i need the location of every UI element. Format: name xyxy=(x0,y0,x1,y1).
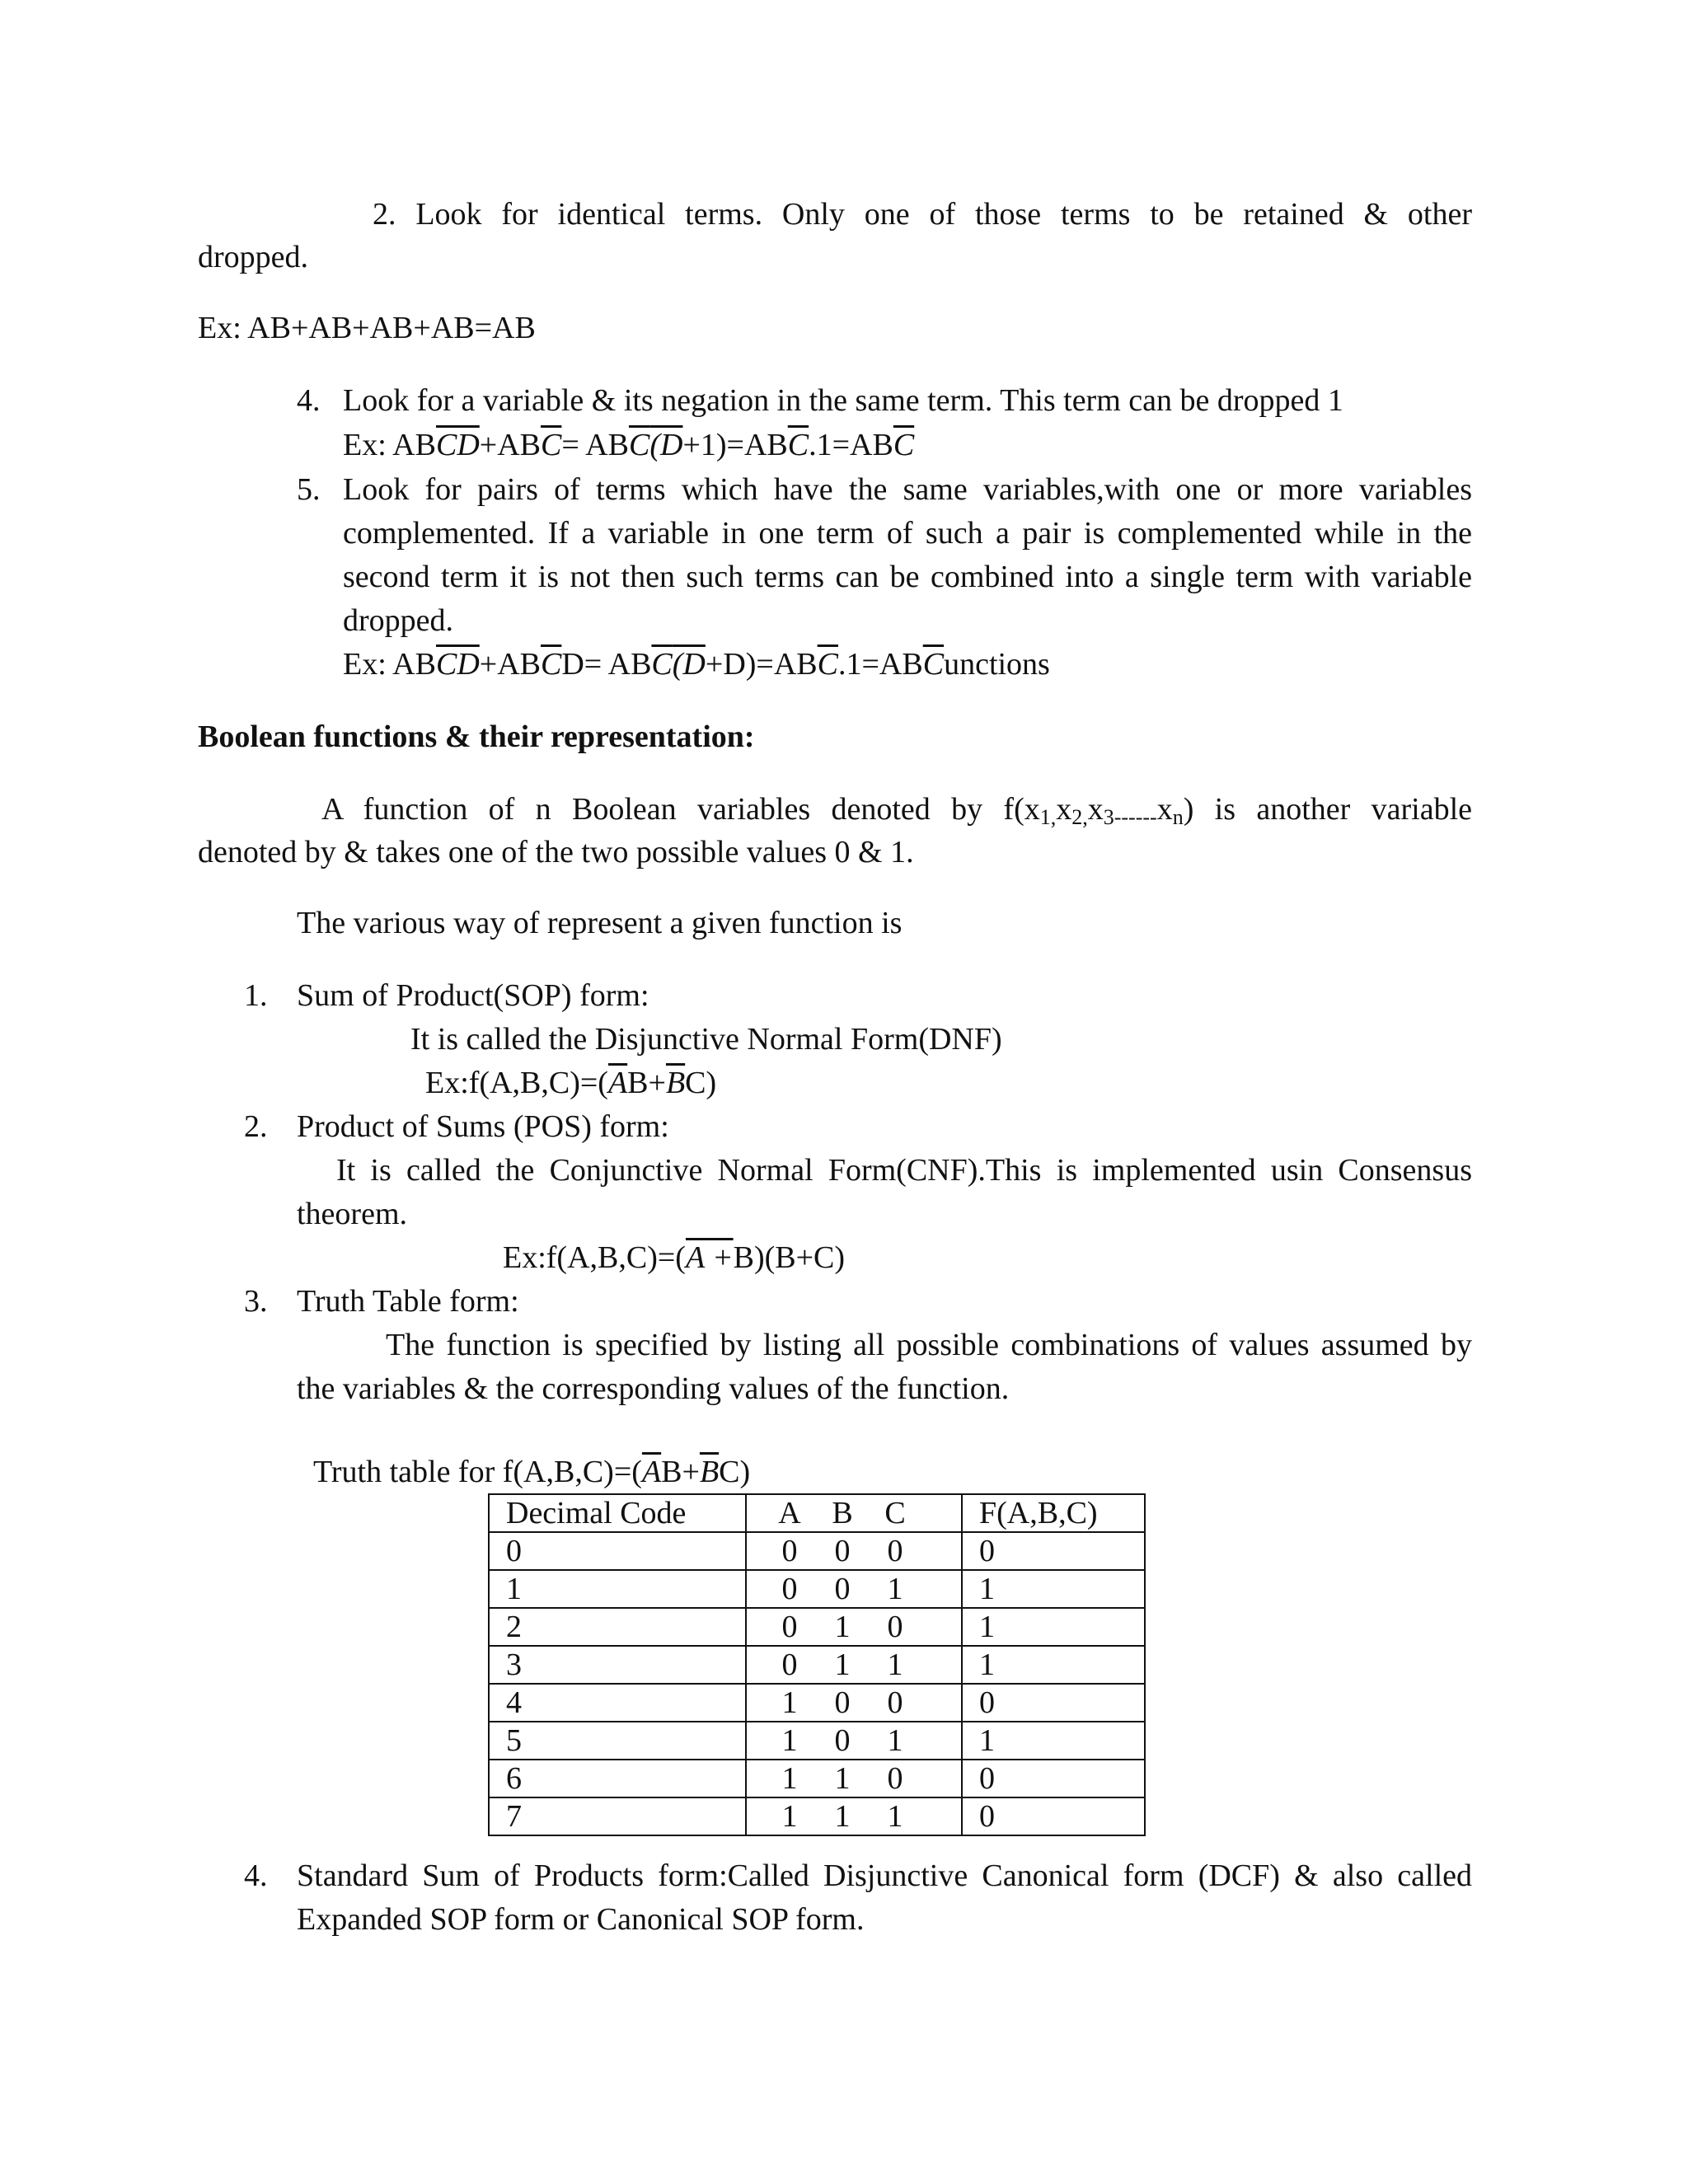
cell-decimal-code: 4 xyxy=(489,1684,746,1722)
table-row xyxy=(489,1646,1145,1684)
rule4-number: 4. xyxy=(297,383,321,418)
rule4-example xyxy=(343,427,914,465)
header-a: A xyxy=(778,1496,801,1530)
rule5-number: 5. xyxy=(297,472,321,507)
cell-decimal-code: 0 xyxy=(489,1532,746,1570)
form1-ex-bar-b: $\overline{B}$ xyxy=(665,1066,686,1100)
rule4-ex-mid: +AB xyxy=(479,428,541,462)
rule5-ex-prefix: Ex: AB xyxy=(343,647,436,682)
rule4-ex-tail: +1)=AB xyxy=(682,428,788,462)
cell-b: 1 xyxy=(834,1610,851,1644)
rule5-ex-paren-bar: (D xyxy=(672,647,706,682)
form1-ex-bar-a: $\overline{A}$ xyxy=(607,1066,628,1100)
cell-a: 1 xyxy=(781,1723,798,1758)
table-row xyxy=(489,1797,1145,1835)
form2-desc-line-1: It is called the Conjunctive Normal Form(CNF).This is implemented usin Consensus xyxy=(336,1153,1472,1188)
cell-c: 1 xyxy=(887,1723,903,1758)
cell-function-value: 1 xyxy=(962,1722,1145,1760)
cell-abc xyxy=(746,1532,962,1570)
rule5-ex-bar-c: $\overline{C}$ xyxy=(540,647,562,682)
caption-bar-b: $\overline{B}$ xyxy=(699,1455,720,1489)
form3-desc-line-1: The function is specified by listing all possible combinations of values assumed by xyxy=(386,1328,1472,1362)
rule5-ex-tail: +D)=AB xyxy=(705,647,818,682)
definition-x3: x xyxy=(1087,792,1104,827)
truth-table-caption xyxy=(313,1454,750,1492)
rule5-ex-suffix: unctions xyxy=(944,647,1050,682)
table-row xyxy=(489,1722,1145,1760)
definition-sub-2: 2, xyxy=(1071,805,1088,829)
cell-function-value: 1 xyxy=(962,1646,1145,1684)
caption-bar-a: $\overline{A}$ xyxy=(641,1455,662,1489)
rule2-continuation: dropped. xyxy=(198,240,309,274)
cell-b: 0 xyxy=(834,1572,851,1606)
cell-abc xyxy=(746,1570,962,1608)
cell-a: 1 xyxy=(781,1685,798,1720)
caption-tail: C) xyxy=(719,1455,751,1489)
rule2-first-line: 2. Look for identical terms. Only one of those terms to be retained & other xyxy=(373,197,1472,232)
definition-x2: x xyxy=(1056,792,1072,827)
cell-c: 0 xyxy=(887,1761,903,1796)
rule4-ex-bar-c3: $\overline{C}$ xyxy=(787,428,809,462)
form4-line-1: Standard Sum of Products form:Called Disjunctive Canonical form (DCF) & also called xyxy=(297,1858,1472,1893)
table-row xyxy=(489,1684,1145,1722)
cell-abc xyxy=(746,1797,962,1835)
form1-ex-mid: B+ xyxy=(627,1066,666,1100)
rule4-ex-bar-c2: $\overline{C}$ xyxy=(628,428,650,462)
cell-abc xyxy=(746,1722,962,1760)
form2-title: Product of Sums (POS) form: xyxy=(297,1109,669,1144)
cell-function-value: 0 xyxy=(962,1797,1145,1835)
table-row xyxy=(489,1608,1145,1646)
form3-desc-line-2: the variables & the corresponding values of the function. xyxy=(297,1371,1010,1406)
cell-c: 0 xyxy=(887,1534,903,1568)
definition-text-b: ) is another variable xyxy=(1183,792,1473,827)
rule5-ex-mid: +AB xyxy=(479,647,541,682)
header-function: F(A,B,C) xyxy=(962,1494,1145,1532)
rule5-line-1: Look for pairs of terms which have the same variables,with one or more variables xyxy=(343,472,1472,507)
cell-a: 0 xyxy=(781,1610,798,1644)
definition-text-a: A function of n Boolean variables denoted by f(x xyxy=(321,792,1040,827)
header-abc xyxy=(746,1494,962,1532)
cell-b: 1 xyxy=(834,1647,851,1682)
caption-mid: B+ xyxy=(661,1455,700,1489)
form3-title: Truth Table form: xyxy=(297,1284,519,1319)
cell-a: 1 xyxy=(781,1761,798,1796)
truth-table xyxy=(488,1493,1146,1836)
cell-function-value: 1 xyxy=(962,1608,1145,1646)
form1-desc: It is called the Disjunctive Normal Form(DNF) xyxy=(410,1022,1002,1057)
cell-decimal-code: 7 xyxy=(489,1797,746,1835)
cell-decimal-code: 3 xyxy=(489,1646,746,1684)
rule4-ex-bar-c4: $\overline{C}$ xyxy=(893,428,915,462)
form2-number: 2. xyxy=(244,1109,268,1144)
intro-text: The various way of represent a given function is xyxy=(297,906,903,940)
rule5-last-line: dropped. xyxy=(343,603,454,638)
form3-number: 3. xyxy=(244,1284,268,1319)
cell-b: 0 xyxy=(834,1534,851,1568)
header-decimal-code: Decimal Code xyxy=(489,1494,746,1532)
rule4-ex-prefix: Ex: AB xyxy=(343,428,436,462)
cell-c: 1 xyxy=(887,1572,903,1606)
rule2-example: Ex: AB+AB+AB+AB=AB xyxy=(198,311,536,345)
cell-b: 1 xyxy=(834,1799,851,1834)
rule4-ex-dot: .1=AB xyxy=(809,428,893,462)
caption-prefix: Truth table for f(A,B,C)=( xyxy=(313,1455,642,1489)
rule5-example xyxy=(343,646,1050,684)
cell-c: 0 xyxy=(887,1610,903,1644)
cell-a: 0 xyxy=(781,1572,798,1606)
rule4-ex-eq: = AB xyxy=(561,428,629,462)
form1-number: 1. xyxy=(244,978,268,1013)
table-row xyxy=(489,1532,1145,1570)
cell-c: 1 xyxy=(887,1647,903,1682)
cell-function-value: 0 xyxy=(962,1532,1145,1570)
header-c: C xyxy=(884,1496,906,1530)
cell-function-value: 0 xyxy=(962,1684,1145,1722)
cell-decimal-code: 5 xyxy=(489,1722,746,1760)
form2-ex-prefix: Ex:f(A,B,C)=( xyxy=(503,1240,686,1275)
table-row xyxy=(489,1760,1145,1797)
rule4-ex-paren-bar: (D xyxy=(649,428,683,462)
rule5-ex-dot: .1=AB xyxy=(838,647,923,682)
cell-b: 1 xyxy=(834,1761,851,1796)
definition-sub-3: 3------ xyxy=(1103,805,1157,829)
definition-line-1 xyxy=(321,791,1472,830)
cell-decimal-code: 6 xyxy=(489,1760,746,1797)
section-heading: Boolean functions & their representation: xyxy=(198,719,755,754)
form2-desc-line-2: theorem. xyxy=(297,1197,408,1231)
cell-a: 0 xyxy=(781,1534,798,1568)
rule5-ex-bar-cd: $\overline{CD}$ xyxy=(435,647,480,682)
cell-b: 0 xyxy=(834,1685,851,1720)
cell-c: 0 xyxy=(887,1685,903,1720)
form2-ex-bar: A + xyxy=(685,1240,734,1275)
rule4-ex-bar-c: $\overline{C}$ xyxy=(540,428,562,462)
form1-ex-tail: C) xyxy=(685,1066,717,1100)
form1-title: Sum of Product(SOP) form: xyxy=(297,978,649,1013)
rule5-line-2: complemented. If a variable in one term of such a pair is complemented while in the xyxy=(343,516,1472,551)
cell-b: 0 xyxy=(834,1723,851,1758)
cell-decimal-code: 1 xyxy=(489,1570,746,1608)
table-row xyxy=(489,1570,1145,1608)
rule5-ex-bar-c4: $\overline{C}$ xyxy=(922,647,945,682)
form4-number: 4. xyxy=(244,1858,268,1893)
rule4-text: Look for a variable & its negation in the same term. This term can be dropped 1 xyxy=(343,383,1343,418)
cell-abc xyxy=(746,1646,962,1684)
form2-ex-tail: B)(B+C) xyxy=(733,1240,846,1275)
form4-line-2: Expanded SOP form or Canonical SOP form. xyxy=(297,1902,865,1937)
cell-function-value: 0 xyxy=(962,1760,1145,1797)
form2-example xyxy=(503,1240,845,1277)
rule5-ex-bar-c2: $\overline{C}$ xyxy=(651,647,673,682)
rule5-ex-d: D= AB xyxy=(561,647,652,682)
cell-abc xyxy=(746,1608,962,1646)
definition-xn: x xyxy=(1156,792,1173,827)
rule5-ex-bar-c3: $\overline{C}$ xyxy=(817,647,838,682)
definition-line-2: denoted by & takes one of the two possible values 0 & 1. xyxy=(198,835,914,869)
truth-table-header-row xyxy=(489,1494,1145,1532)
cell-c: 1 xyxy=(887,1799,903,1834)
rule5-line-3: second term it is not then such terms can be combined into a single term with variable xyxy=(343,560,1472,594)
cell-decimal-code: 2 xyxy=(489,1608,746,1646)
form1-ex-prefix: Ex:f(A,B,C)=( xyxy=(425,1066,608,1100)
form1-example xyxy=(425,1065,716,1103)
definition-sub-n: n xyxy=(1172,805,1184,829)
cell-function-value: 1 xyxy=(962,1570,1145,1608)
cell-a: 0 xyxy=(781,1647,798,1682)
cell-abc xyxy=(746,1684,962,1722)
header-b: B xyxy=(832,1496,853,1530)
cell-a: 1 xyxy=(781,1799,798,1834)
definition-sub-1: 1, xyxy=(1039,805,1057,829)
cell-abc xyxy=(746,1760,962,1797)
rule4-ex-bar-cd: $\overline{CD}$ xyxy=(435,428,480,462)
